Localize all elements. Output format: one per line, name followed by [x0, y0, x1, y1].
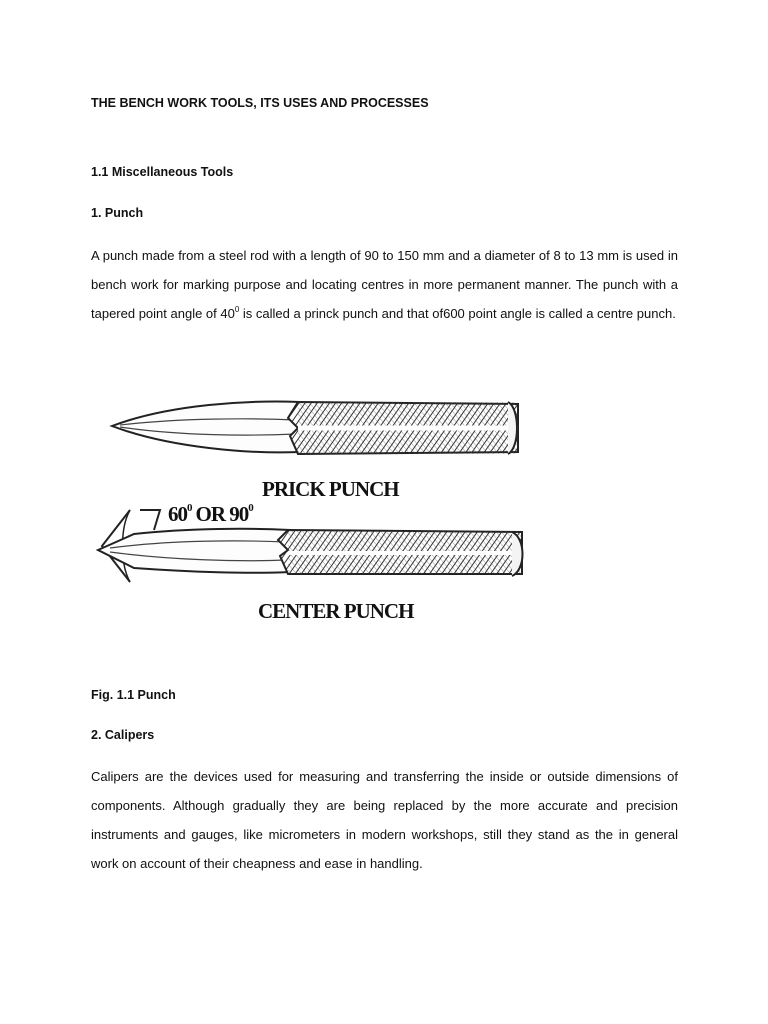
angle-label [168, 502, 254, 526]
center-punch-label: CENTER PUNCH [258, 599, 414, 623]
angle-sup-2: 0 [248, 502, 253, 514]
prick-punch-drawing [112, 402, 518, 454]
calipers-heading: 2. Calipers [91, 728, 155, 742]
document-title: THE BENCH WORK TOOLS, ITS USES AND PROCESSES [91, 96, 429, 110]
figure-caption: Fig. 1.1 Punch [91, 688, 176, 702]
punch-illustration [90, 378, 560, 668]
center-punch-drawing [98, 529, 523, 576]
punch-heading: 1. Punch [91, 206, 144, 220]
calipers-paragraph: Calipers are the devices used for measuring and transferring the inside or outside dimensions of components. Although gradually they are being replaced by the more accurate and precision instruments and gauges, like micrometers in modern workshops, still they stand as the in general work on account of their cheapness and ease in handling. [91, 769, 678, 871]
punch-paragraph [91, 241, 678, 328]
punch-figure [90, 378, 560, 668]
degree-superscript: 0 [234, 305, 240, 314]
angle-label-60: 60 [168, 502, 187, 526]
punch-paragraph-text-2: is called a princk punch and that of600 point angle is called a centre punch. [239, 306, 676, 321]
punch-paragraph-text-1: A punch made from a steel rod with a length of 90 to 150 mm and a diameter of 8 to 13 mm is used in bench work for marking purpose and locating centres in more permanent manner. The punch with a tapered point angle of 40 [91, 248, 678, 321]
prick-punch-label: PRICK PUNCH [262, 477, 399, 501]
section-heading: 1.1 Miscellaneous Tools [91, 165, 234, 179]
angle-label-or90: OR 90 [195, 502, 249, 526]
angle-sup-1: 0 [187, 502, 192, 514]
